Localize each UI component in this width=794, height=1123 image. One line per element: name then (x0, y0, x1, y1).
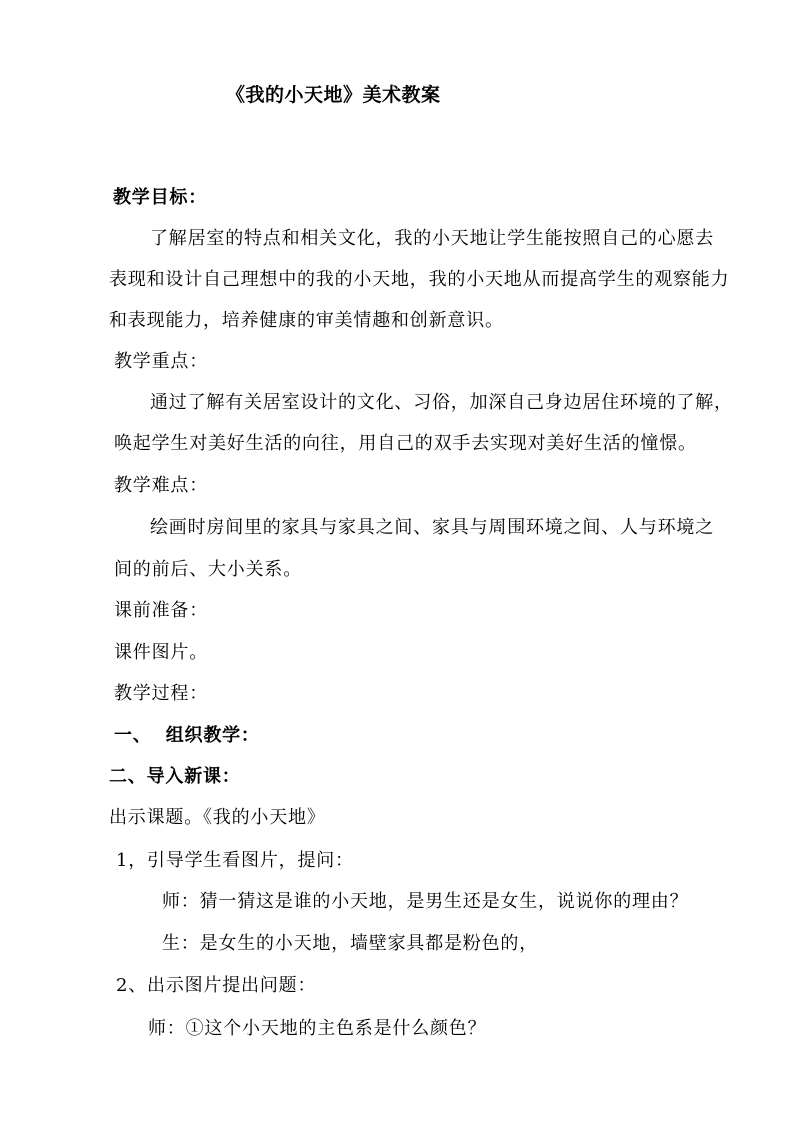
key-line-2: 唤起学生对美好生活的向往，用自己的双手去实现对美好生活的憧憬。 (114, 433, 697, 454)
show-topic-line: 出示课题。《我的小天地》 (109, 807, 326, 828)
step-1-heading: 一、 组织教学： (114, 725, 260, 746)
goals-line-1: 了解居室的特点和相关文化，我的小天地让学生能按照自己的心愿去 (150, 228, 714, 249)
item-1-student-line: 生：是女生的小天地，墙壁家具都是粉色的， (162, 933, 538, 954)
difficulty-heading: 教学难点： (114, 475, 208, 496)
document-title: 《我的小天地》美术教案 (226, 84, 441, 106)
goals-heading: 教学目标： (113, 187, 207, 208)
item-2-line: 2、出示图片提出问题： (116, 975, 317, 996)
goals-line-2: 表现和设计自己理想中的我的小天地，我的小天地从而提高学生的观察能力 (109, 269, 730, 290)
process-heading: 教学过程： (114, 683, 208, 704)
step-2-heading: 二、导入新课： (109, 766, 241, 787)
key-line-1: 通过了解有关居室设计的文化、习俗，加深自己身边居住环境的了解， (150, 392, 733, 413)
prep-heading: 课前准备： (114, 600, 208, 621)
key-heading: 教学重点： (114, 351, 208, 372)
item-1-line: 1，引导学生看图片，提问： (116, 850, 354, 871)
item-1-teacher-line: 师：猜一猜这是谁的小天地，是男生还是女生，说说你的理由？ (162, 891, 689, 912)
prep-text: 课件图片。 (114, 642, 208, 663)
difficulty-line-2: 间的前后、大小关系。 (114, 559, 302, 580)
goals-line-3: 和表现能力，培养健康的审美情趣和创新意识。 (109, 310, 504, 331)
difficulty-line-1: 绘画时房间里的家具与家具之间、家具与周围环境之间、人与环境之 (150, 517, 714, 538)
item-2-teacher-line: 师：①这个小天地的主色系是什么颜色？ (148, 1018, 487, 1039)
